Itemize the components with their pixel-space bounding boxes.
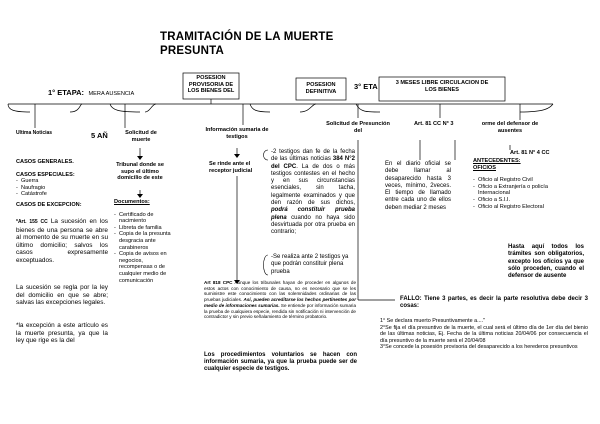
documentos-list	[114, 212, 176, 283]
list-item: - Libreta de familia	[114, 225, 176, 232]
bracket-curve	[520, 104, 553, 112]
tres-meses-label: 3 MESES LIBRE CIRCULACION DE LOS BIENES	[395, 80, 489, 93]
casos-generales: CASOS GENERALES.	[16, 159, 74, 165]
procedimientos-text: Los procedimientos voluntarios se hacen con información sumaria, ya que la prueba puede ser de cualquier especie de testigos.	[204, 352, 357, 373]
fallo-list	[380, 318, 588, 370]
antecedentes-block	[473, 158, 563, 210]
solicitud-presuncion-label: Solicitud de Presunción del	[326, 121, 390, 134]
bracket-curve	[145, 104, 156, 112]
art81-n3-label: Art. 81 CC N° 3	[414, 121, 454, 127]
hasta-aqui-text: Hasta aquí todos los trámites son obligatorios, excepto los oficios ya que sólo proceden, cuando el defensor de ausente	[508, 244, 584, 280]
testigos-lead: -2 testigos dan fe de la fecha de las últimas noticias	[271, 149, 355, 163]
stage-1-name: MERA AUSENCIA	[88, 91, 135, 97]
testigos-end: cuando no haya sido desvirtuada por otra prueba en contrario;	[271, 214, 355, 236]
art155-lead: *Art. 155 CC	[16, 219, 48, 225]
cinco-anos-label: 5 AÑ	[91, 131, 108, 140]
art81-n4-label: Art. 81 N° 4 CC	[510, 150, 550, 156]
list-item: - Oficio al Registro Civil	[473, 177, 563, 184]
informe-defensor-label: orme del defensor de ausentes	[481, 121, 539, 134]
art818-body2: Se entiende por información sumaria la prueba de cualquiera especie, rendida sin notificación ni intervención de contradictor y sin previo señalamiento de término probatorio.	[204, 302, 356, 320]
antecedentes-label: ANTECEDENTES: OFICIOS	[473, 158, 521, 171]
list-item: - Oficio a S.I.I.	[473, 197, 563, 204]
art155-body: La sucesión en los bienes de una persona se abre al momento de su muerte en su último domicilio; salvos los casos expresamente exceptuados.	[16, 218, 108, 264]
posesion-definitiva-label: POSESION DEFINITIVA	[305, 82, 337, 95]
testigos-rest: . La de dos o más testigos contestes en el hecho y en sus circunstancias esenciales, sin tacha, legalmente examinados y que den razón de sus dichos,	[271, 163, 355, 207]
left-column	[16, 159, 106, 209]
diario-oficial-text: En el diario oficial se debe llamar al desaparecido hasta 3 veces, mínimo, 2veces. El tiempo de llamado entre cada uno de ellos deben mediar 2 meses	[385, 161, 451, 211]
list-item: 3°Se concede la posesión provisoria del desaparecido a los herederos presuntivos	[380, 344, 578, 351]
excepcion-text: *la excepción a este artículo es la muerte presunta, ya que la ley que rige es la del	[16, 322, 108, 345]
art818-italic: Así, pueden acreditarse los hechos pertinentes por medio de informaciones sumarias.	[204, 297, 356, 308]
fallo-text: FALLO: Tiene 3 partes, es decir la parte resolutiva debe decir 3 cosas:	[400, 296, 588, 310]
list-item: - Oficio a Extranjería o policía Internacional	[473, 184, 563, 197]
testigos-italic: podrá constituir prueba plena	[271, 207, 355, 221]
bracket-curve	[8, 104, 30, 112]
title-line-2: PRESUNTA	[160, 45, 225, 57]
oficios-list	[473, 177, 563, 210]
art818-lead: Art 818 CPC	[204, 280, 233, 285]
list-item: - Certificado de nacimiento	[114, 212, 176, 225]
stage-1	[48, 82, 134, 100]
testigos-art: 384 N°2 del CPC	[271, 156, 355, 170]
casos-excepcion: CASOS DE EXCEPCION:	[16, 201, 82, 208]
solicitud-muerte-label: Solicitud de muerte	[125, 130, 157, 143]
rinde-ante: Se rinde ante el receptor judicial	[209, 161, 253, 174]
list-item: - Copia de la presunta desgracia ante carabineros	[114, 231, 176, 251]
art155-text	[16, 218, 108, 265]
list-item: - Oficio al Registro Electoral	[473, 204, 563, 211]
stage-3-label: 3° ETA	[354, 82, 378, 91]
documentos-block	[114, 199, 176, 283]
page-title	[160, 30, 333, 58]
list-item: - Copia de avisos en negocios, recompensas o de cualquier medio de comunicación	[114, 251, 176, 283]
info-sumaria-label: Información sumaria de testigos	[205, 127, 269, 140]
posesion-provisoria-label: POSESION PROVISORIA DE LOS BIENES DEL	[187, 75, 235, 95]
stage-1-label: 1° ETAPA:	[48, 88, 85, 97]
realiza-ante: -Se realiza ante 2 testigos ya que podrán constituir plena prueba	[271, 254, 349, 275]
tribunal-donde: Tribunal donde se supo el último domicilio de este	[116, 162, 164, 182]
especiales-list	[16, 178, 106, 198]
ultima-noticia-label: Ultima Noticias	[15, 130, 53, 136]
art818-text	[204, 280, 356, 320]
list-item: 2°Se fija el día presuntivo de la muerte, el cual será el último día de 1er día del bienio de las últimas noticias, Ej. Fecha de la última noticias 20/04/06 por consecuencia el día presuntivo de la muerte será el 20/04/08	[380, 324, 588, 344]
list-item: - Naufragio	[16, 185, 106, 192]
title-line-1: TRAMITACIÓN DE LA MUERTE	[160, 31, 334, 43]
casos-especiales: CASOS ESPECIALES:	[16, 171, 75, 178]
bracket-curve	[356, 104, 380, 112]
list-item: - Catástrofe	[16, 191, 106, 198]
bracket-curve	[300, 104, 316, 112]
list-item: - Guerra	[16, 178, 106, 185]
bracket-curve	[70, 104, 82, 112]
list-item: 1° Se declara muerto Presuntivamente a...."	[380, 318, 486, 324]
bracket-curve	[250, 104, 270, 112]
art818-body: Aunque los tribunales hayan de proceder en algunos de estos actos con conocimiento de causa, no es necesario que se les suministre este conocimiento con las solemnidades ordinarias de las pruebas judiciales.	[204, 280, 356, 303]
documentos-label: Documentos:	[114, 199, 150, 205]
sucesion-regla-text: La sucesión se regla por la ley del domicilio en que se abre; salvas las excepciones legales.	[16, 284, 108, 307]
testigos-text	[271, 149, 355, 237]
